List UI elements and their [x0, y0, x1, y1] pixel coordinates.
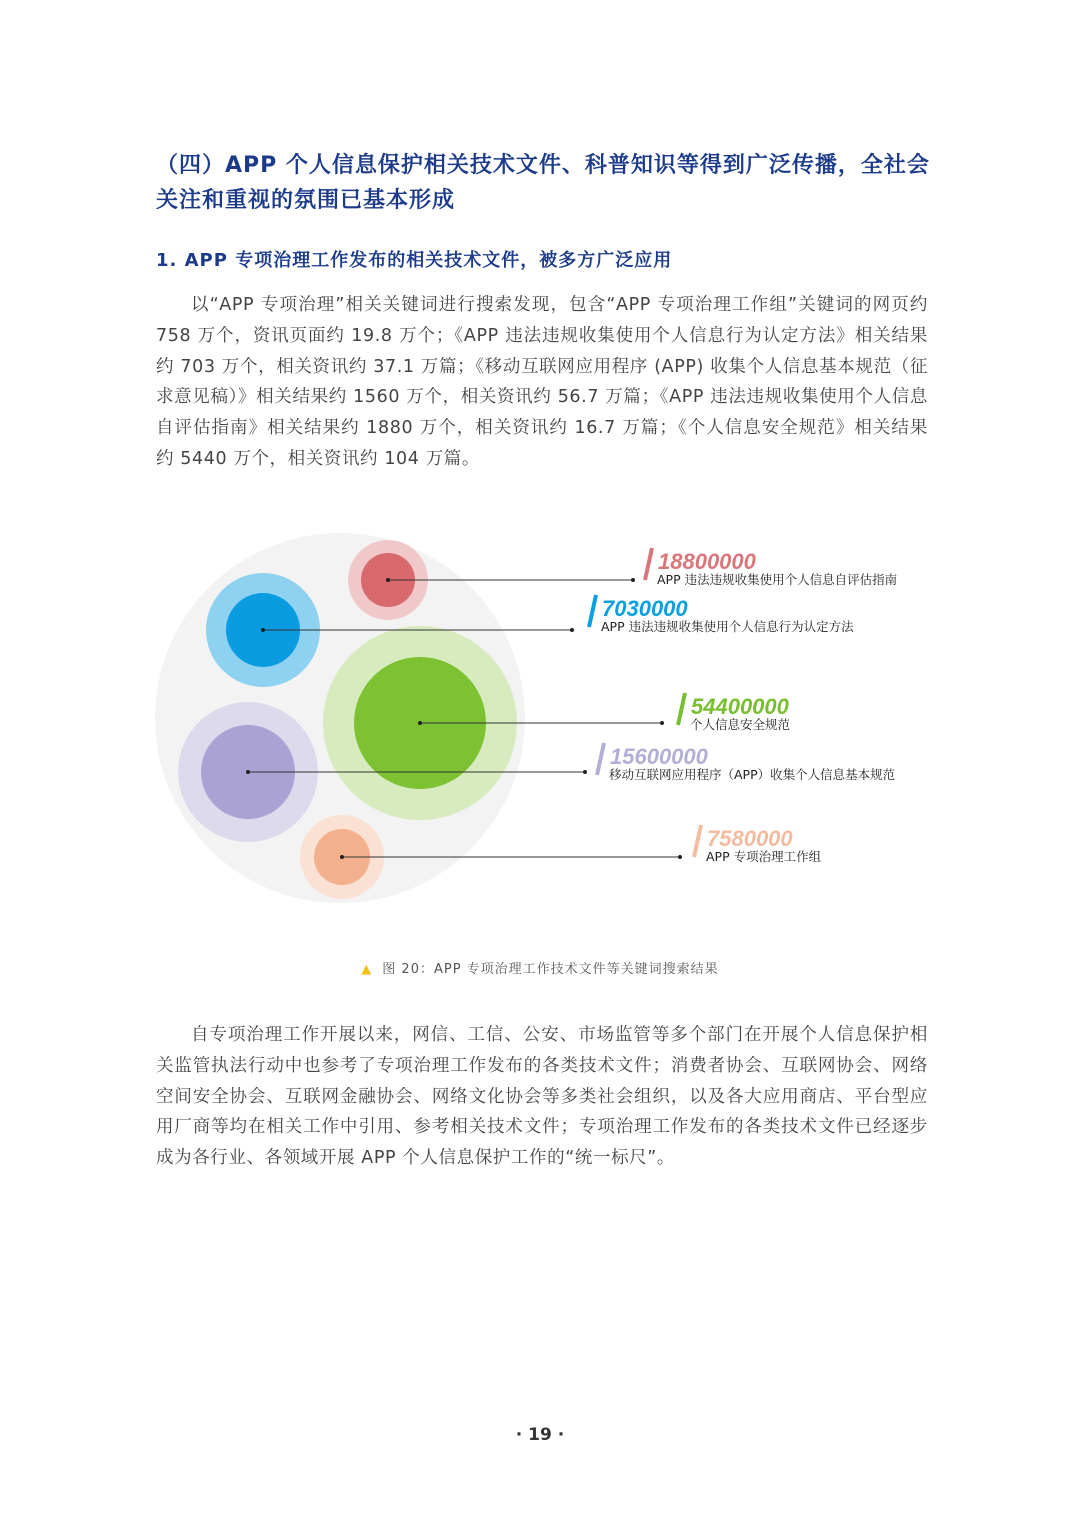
page-number: · 19 · [515, 1425, 565, 1445]
label-slash [645, 548, 652, 580]
leader-end-dot [583, 770, 587, 774]
bubble-chart [0, 500, 1080, 940]
leader-end-dot [678, 855, 682, 859]
section-heading: （四）APP 个人信息保护相关技术文件、科普知识等得到广泛传播，全社会关注和重视的氛围已基本形成 [156, 153, 930, 213]
caption-text: 图 20：APP 专项治理工作技术文件等关键词搜索结果 [382, 962, 719, 977]
label-slash [678, 693, 685, 725]
leader-end-dot [570, 628, 574, 632]
series-name-label: 个人信息安全规范 [690, 717, 791, 732]
leader-start-dot [418, 721, 422, 725]
figure-caption [0, 958, 1080, 977]
value-label: 7030000 [602, 596, 688, 621]
leader-start-dot [340, 855, 344, 859]
leader-start-dot [386, 578, 390, 582]
value-label: 15600000 [610, 744, 708, 769]
paragraph-search-results: 以“APP 专项治理”相关关键词进行搜索发现，包含“APP 专项治理工作组”关键词的网页约 758 万个，资讯页面约 19.8 万个；《APP 违法违规收集使用个人信息行为认定方法》相关结果约 703 万个，相关资讯约 37.1 万篇；《移动互联网应用程序 (APP) 收集个人信息基本规范（征求意见稿）》相关结果约 1560 万个，相关资讯约 56.7 万篇；《APP 违法违规收集使用个人信息自评估指南》相关结果约 1880 万个，相关资讯约 16.7 万篇；《个人信息安全规范》相关结果约 5440 万个，相关资讯约 104 万篇。 [156, 295, 928, 469]
paragraph-usage: 自专项治理工作开展以来，网信、工信、公安、市场监管等多个部门在开展个人信息保护相关监管执法行动中也参考了专项治理工作发布的各类技术文件；消费者协会、互联网协会、网络空间安全协会、互联网金融协会、网络文化协会等多类社会组织，以及各大应用商店、平台型应用厂商等均在相关工作中引用、参考相关技术文件；专项治理工作发布的各类技术文件已经逐步成为各行业、各领域开展 APP 个人信息保护工作的“统一标尺”。 [156, 1025, 928, 1169]
label-slash [694, 825, 701, 857]
leader-start-dot [246, 770, 250, 774]
series-name-label: APP 违法违规收集使用个人信息行为认定方法 [601, 619, 854, 634]
series-name-label: APP 专项治理工作组 [706, 849, 822, 864]
value-label: 54400000 [691, 694, 789, 719]
label-slash [597, 743, 604, 775]
leader-end-dot [631, 578, 635, 582]
triangle-icon: ▲ [361, 962, 373, 977]
leader-end-dot [660, 721, 664, 725]
series-name-label: 移动互联网应用程序（APP）收集个人信息基本规范 [609, 767, 896, 782]
series-name-label: APP 违法违规收集使用个人信息自评估指南 [657, 572, 898, 587]
subsection-heading: 1. APP 专项治理工作发布的相关技术文件，被多方广泛应用 [156, 250, 673, 271]
value-label: 18800000 [658, 549, 756, 574]
label-slash [589, 595, 596, 627]
value-label: 7580000 [707, 826, 793, 851]
leader-start-dot [261, 628, 265, 632]
